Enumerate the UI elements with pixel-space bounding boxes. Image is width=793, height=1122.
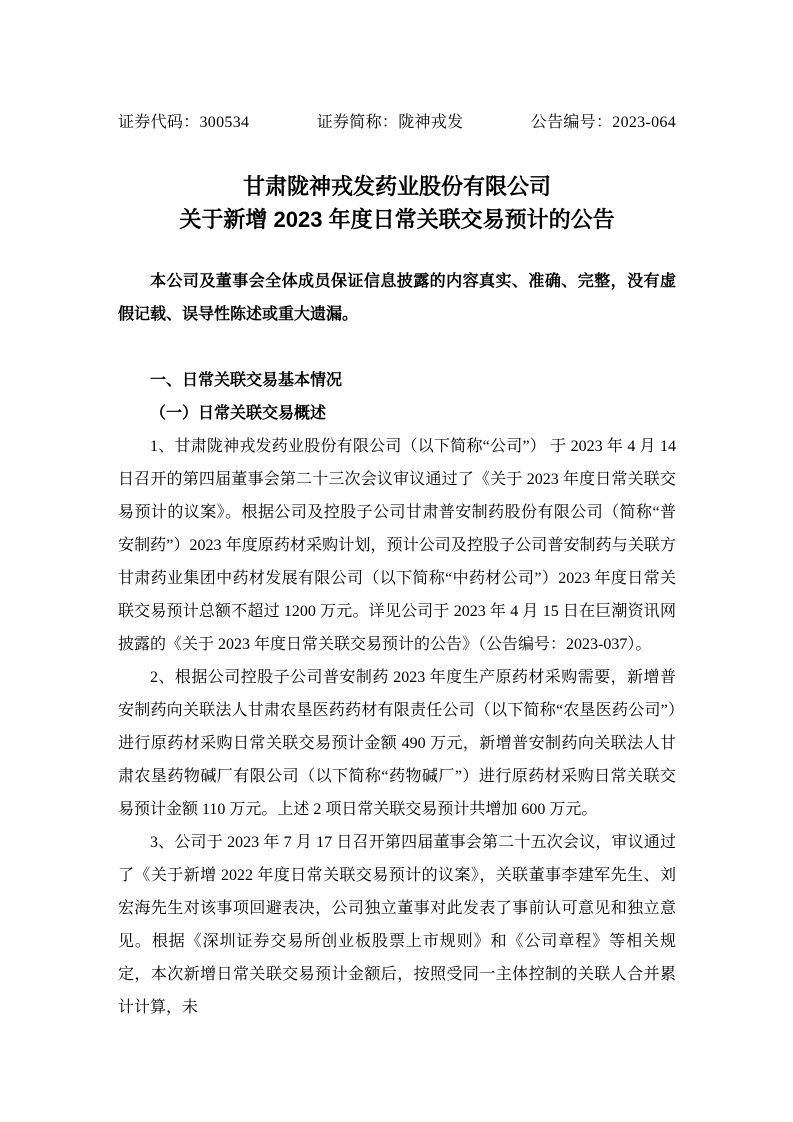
- board-declaration-text: 本公司及董事会全体成员保证信息披露的内容真实、准确、完整，没有虚假记载、误导性陈述或重大遗漏。: [118, 273, 676, 323]
- document-title: [118, 170, 676, 236]
- announcement-subject-title-line: 关于新增 2023 年度日常关联交易预计的公告: [179, 207, 615, 232]
- stock-abbr-label: 证券简称：陇神戎发: [316, 114, 464, 131]
- announcement-number-label: 公告编号：2023-064: [530, 114, 676, 131]
- subsection-heading-1-1: （一）日常关联交易概述: [150, 405, 327, 422]
- body-paragraph-1: 1、甘肃陇神戎发药业股份有限公司（以下简称“公司”） 于 2023 年 4 月 14 日召开的第四届董事会第二十三次会议审议通过了《关于 2023 年度日常关联交易预计的议案》。根据公司及控股子公司甘肃普安制药股份有限公司（简称“普安制药”）2023 年度原药材采购计划，预计公司及控股子公司普安制药与关联方甘肃药业集团中药材发展有限公司（以下简称“中药材公司”）2023 年度日常关联交易预计总额不超过 1200 万元。详见公司于 2023 年 4 月 15 日在巨潮资讯网披露的《关于 2023 年度日常关联交易预计的公告》（公告编号：2023-037）。: [118, 438, 676, 653]
- company-name-title-line: 甘肃陇神戎发药业股份有限公司: [242, 174, 551, 199]
- body-paragraph-3: 3、公司于 2023 年 7 月 17 日召开第四届董事会第二十五次会议，审议通过了《关于新增 2022 年度日常关联交易预计的议案》，关联董事李建军先生、刘宏海先生对该事项回避表决，公司独立董事对此发表了事前认可意见和独立意见。根据《深圳证券交易所创业板股票上市规则》和《公司章程》等相关规定，本次新增日常关联交易预计金额后，按照受同一主体控制的关联人合并累计计算，未: [118, 834, 676, 1016]
- body-paragraph-2: 2、根据公司控股子公司普安制药 2023 年度生产原药材采购需要，新增普安制药向关联法人甘肃农垦医药药材有限责任公司（以下简称“农垦医药公司”）进行原药材采购日常关联交易预计金额 490 万元，新增普安制药向关联法人甘肃农垦药物碱厂有限公司（以下简称“药物碱厂”）进行原药材采购日常关联交易预计金额 110 万元。上述 2 项日常关联交易预计共增加 600 万元。: [118, 669, 676, 818]
- section-heading-1: 一、日常关联交易基本情况: [150, 372, 343, 389]
- stock-code-label: 证券代码：300534: [118, 114, 250, 131]
- document-header: [118, 113, 676, 133]
